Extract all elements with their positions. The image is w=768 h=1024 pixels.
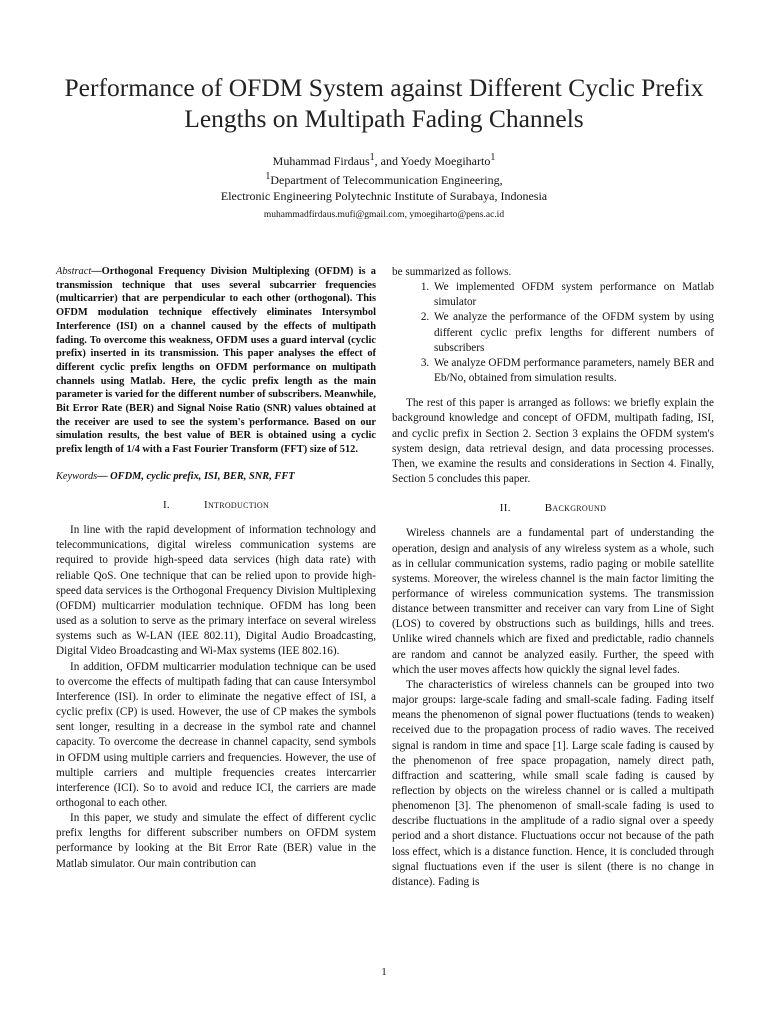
- affiliation-text: Department of Telecommunication Engineering,: [270, 173, 503, 187]
- section-title: Introduction: [203, 499, 270, 511]
- list-item: 3. We analyze OFDM performance parameters, namely BER and Eb/No, obtained from simulation results.: [432, 356, 714, 386]
- outline-paragraph: The rest of this paper is arranged as follows: we briefly explain the background knowledge and concept of OFDM, multipath fading, ISI, and cyclic prefix in Section 2. Section 3 explains the OFDM system's system design, data retrieval design, and data processing processes. Then, we examine the results and considerations in Section 4. Finally, Section 5 concludes this paper.: [392, 397, 714, 486]
- author-names: [80, 150, 688, 169]
- right-column: [392, 265, 714, 890]
- section-number: I.: [162, 499, 170, 511]
- list-item: 1. We implemented OFDM system performance on Matlab simulator: [432, 280, 714, 310]
- background-paragraph-2: The characteristics of wireless channels can be grouped into two major groups: large-scale fading and small-scale fading. Fading itself means the phenomenon of signal power fluctuations (tends to weaken) received due to the propagation process of radio waves. The received signal is random in time and space [1]. Large scale fading is caused by the phenomenon of free space propagation, namely direct path, diffraction and scattering, while small scale fading is caused by reflection by objects on the wireless channel or is called a multipath phenomenon [3]. The phenomenon of small-scale fading is used to describe fluctuations in the amplitude of a radio signal over a speedy period and a short distance. Fluctuations occur not because of the path loss effect, which is a distance function. Hence, it is concluded through signal fluctuations even if the user is silent (there is no change in distance). Fading is: [392, 678, 714, 888]
- affiliation-marker: 1: [490, 152, 496, 163]
- author-name-1: Muhammad Firdaus: [272, 154, 370, 168]
- affiliation-marker: 1: [265, 171, 271, 182]
- section-heading-background: [392, 501, 714, 516]
- intro-paragraph-1: In line with the rapid development of information technology and telecommunications, digital wireless communication systems are required to provide high-speed data services (high data rate) with reliable QoS. One technique that can be relied upon to provide high-speed data services is the Orthogonal Frequency Division Multiplexing (OFDM) multicarrier modulation technique. OFDM has long been used as a solution to serve as the primary interface on several wireless systems such as W-LAN (IEE 802.11), Digital Audio Broadcasting, Digital Video Broadcasting and Wi-Max systems (IEE 802.16).: [56, 524, 376, 658]
- list-item: 2. We analyze the performance of the OFDM system by using different cyclic prefix lengths for different numbers of subscribers: [432, 310, 714, 355]
- affiliation-marker: 1: [369, 152, 375, 163]
- section-heading-introduction: [56, 498, 376, 513]
- keywords: [56, 469, 376, 484]
- author-name-2: , and Yoedy Moegiharto: [374, 154, 491, 168]
- author-emails: muhammadfirdaus.mufi@gmail.com, ymoegiharto@pens.ac.id: [263, 210, 505, 220]
- intro-paragraph-3: In this paper, we study and simulate the effect of different cyclic prefix lengths for different subscriber numbers on OFDM system performance by looking at the Bit Error Rate (BER) value in the Matlab simulator. Our main contribution can: [56, 812, 376, 870]
- abstract-label: Abstract: [56, 266, 92, 277]
- author-block: [80, 150, 688, 204]
- contribution-lead: be summarized as follows.: [392, 266, 512, 278]
- contribution-list: [392, 280, 714, 386]
- section-title: Background: [544, 502, 607, 515]
- abstract: [56, 265, 376, 457]
- keywords-text: — OFDM, cyclic prefix, ISI, BER, SNR, FFT: [97, 470, 295, 482]
- abstract-text: —Orthogonal Frequency Division Multiplexing (OFDM) is a transmission technique that uses several subcarrier frequencies (multicarrier) that are perpendicular to each other (orthogonal). This OFDM modulation technique effectively eliminates Intersymbol Interference (ISI) on a channel caused by the effects of multipath fading. To overcome this weakness, OFDM uses a guard interval (cyclic prefix) inserted in its transmission. This paper analyses the effect of different cyclic prefix lengths on OFDM performance on multipath channels using Matlab. Here, the cyclic prefix length as the main parameter is varied for the different number of subscribers. Meanwhile, Bit Error Rate (BER) and Signal Noise Ratio (SNR) values obtained at the receiver are used to see the system's performance. Based on our simulation results, the best value of BER is obtained using a cyclic prefix length of 1/4 with a Fast Fourier Transform (FFT) size of 512.: [56, 266, 376, 456]
- paper-title: Performance of OFDM System against Different Cyclic Prefix Lengths on Multipath Fading Channels: [64, 73, 704, 133]
- section-number: II.: [499, 502, 511, 515]
- affiliation-line-2: Electronic Engineering Polytechnic Institute of Surabaya, Indonesia: [220, 189, 548, 203]
- background-paragraph-1: Wireless channels are a fundamental part of understanding the operation, design and analysis of any wireless system as a whole, such as in cellular communication systems, radio paging or mobile satellite systems. Moreover, the wireless channel is the main factor limiting the performance of wireless communication systems. The transmission distance between transmitter and receiver can vary from Line of Sight (LOS) to covered by obstructions such as buildings, hills and trees. Unlike wired channels which are fixed and predictable, radio channels are random and cannot be analyzed easily. Further, the speed with which the user moves affects how quickly the signal level fades.: [392, 527, 714, 676]
- affiliation-line-1: [80, 169, 688, 188]
- keywords-label: Keywords: [56, 470, 98, 482]
- intro-paragraph-2: In addition, OFDM multicarrier modulation technique can be used to overcome the effects of multipath fading that can cause Intersymbol Interference (ISI). In order to eliminate the negative effect of ISI, a cyclic prefix (CP) is used. However, the use of CP makes the symbols sent longer, resulting in a decrease in the symbol rate and channel capacity. To overcome the decrease in channel capacity, send symbols in OFDM using multiple carriers and frequencies. However, the use of multiple carriers and multiple frequencies creates intercarrier interference (ICI). So to avoid and reduce ICI, the carriers are made orthogonal to each other.: [56, 660, 376, 809]
- left-column: [56, 265, 376, 872]
- page-number: 1: [381, 966, 387, 978]
